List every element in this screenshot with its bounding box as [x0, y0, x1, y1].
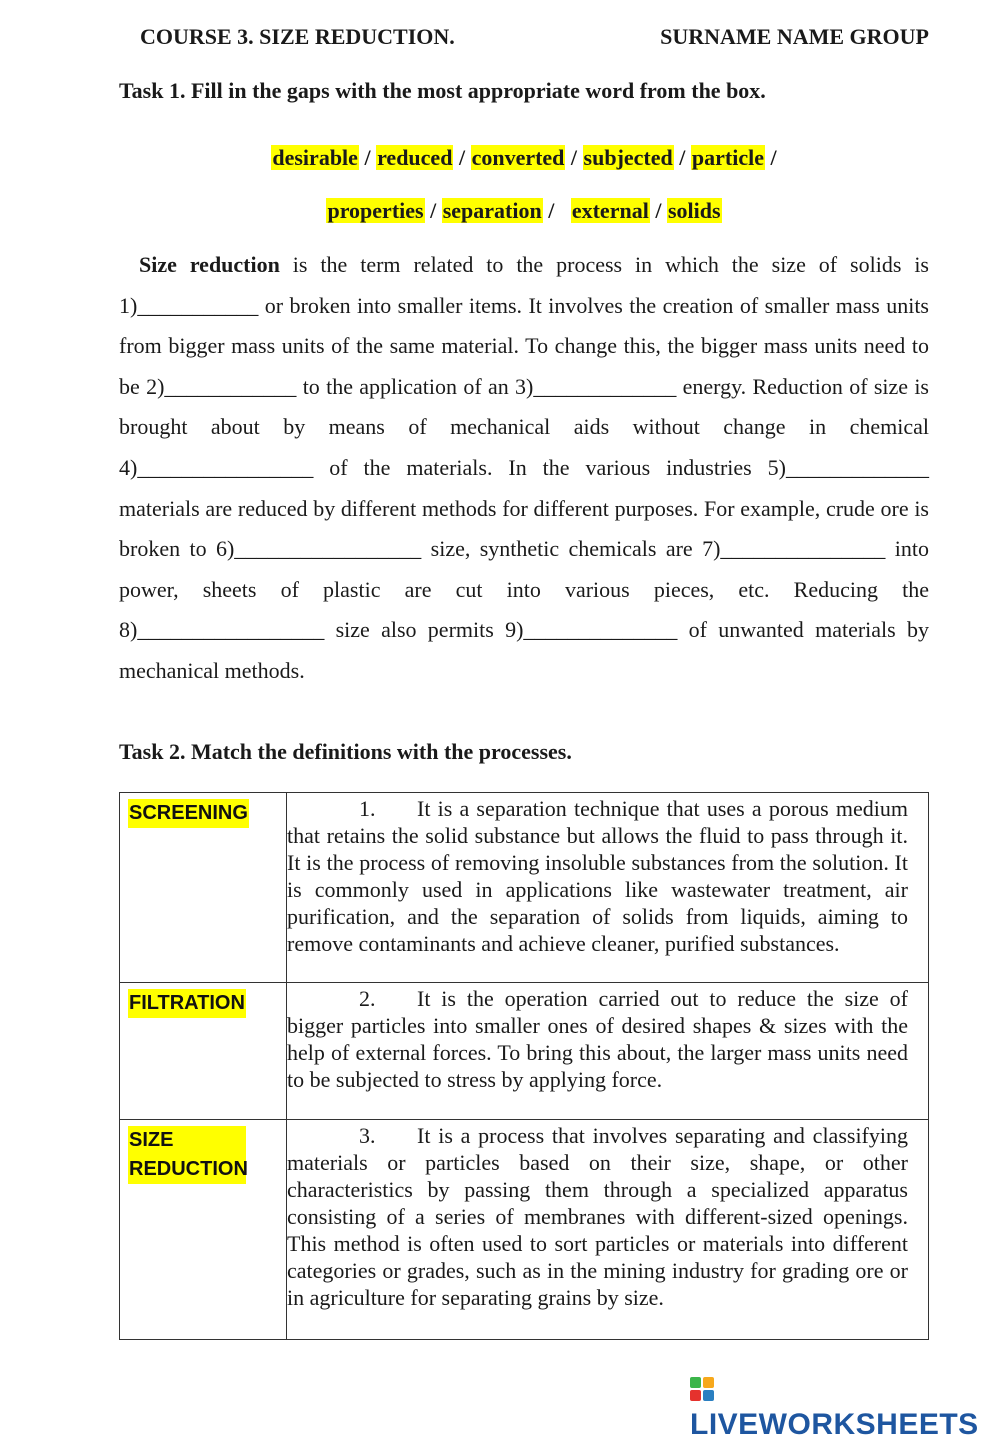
- definition-text: It is a process that involves separating and classifying materials or particles based on their size, shape, or other characteristics by passing them through a specialized apparatus consisting of a series of membranes with different-sized openings. This method is often used to sort particles or materials into different categories or grades, such as in the mining industry for grading ore or in agriculture for separating grains by size.: [287, 1123, 908, 1310]
- word-separator: /: [655, 198, 662, 223]
- matching-table: [119, 792, 929, 1340]
- table-row: [120, 1120, 929, 1340]
- process-label: FILTRATION: [128, 989, 246, 1018]
- word-option: particle: [691, 145, 764, 170]
- process-label: SIZE REDUCTION: [128, 1126, 246, 1184]
- word-separator: /: [770, 145, 777, 170]
- word-separator: /: [548, 198, 555, 223]
- definition-number: 3.: [359, 1123, 376, 1148]
- word-separator: /: [458, 145, 466, 170]
- logo-text: LIVEWORKSHEETS: [690, 1408, 979, 1441]
- word-box-line-1: [119, 145, 929, 171]
- liveworksheets-logo[interactable]: [690, 1374, 1000, 1441]
- word-separator: /: [570, 145, 578, 170]
- liveworksheets-logo-icon: [690, 1377, 716, 1403]
- definition-text: It is a separation technique that uses a porous medium that retains the solid substance but allows the fluid to pass through it. It is the process of removing insoluble substances from the solution. It is commonly used in applications like wastewater treatment, air purification, and the separation of solids from liquids, aiming to remove contaminants and achieve cleaner, purified substances.: [287, 796, 908, 956]
- word-option: subjected: [583, 145, 673, 170]
- word-option: external: [571, 198, 649, 223]
- word-option: solids: [667, 198, 721, 223]
- process-cell: [120, 1120, 287, 1340]
- word-separator: /: [430, 198, 437, 223]
- word-separator: /: [364, 145, 371, 170]
- process-label: SCREENING: [128, 799, 249, 828]
- definition-text: It is the operation carried out to reduce the size of bigger particles into smaller ones of desired shapes & sizes with the help of external forces. To bring this about, the larger mass units need to be subjected to stress by applying force.: [287, 986, 908, 1092]
- task2-title: Task 2. Match the definitions with the processes.: [119, 739, 572, 764]
- process-cell: [120, 793, 287, 983]
- table-row: [120, 793, 929, 983]
- course-title: COURSE 3. SIZE REDUCTION.: [140, 24, 455, 49]
- word-option: properties: [327, 198, 424, 223]
- definition-cell: [287, 1120, 929, 1340]
- word-option: converted: [471, 145, 565, 170]
- task1-title: Task 1. Fill in the gaps with the most appropriate word from the box.: [119, 78, 766, 103]
- word-box-line-2: [119, 198, 929, 224]
- word-option: reduced: [377, 145, 453, 170]
- process-cell: [120, 983, 287, 1120]
- definition-number: 1.: [359, 796, 376, 821]
- student-info-label: SURNAME NAME GROUP: [660, 24, 929, 49]
- table-row: [120, 983, 929, 1120]
- word-option: desirable: [272, 145, 358, 170]
- page-header: [140, 24, 929, 54]
- word-separator: /: [679, 145, 686, 170]
- definition-cell: [287, 983, 929, 1120]
- word-option: separation: [442, 198, 542, 223]
- bold-term: Size reduction: [139, 252, 280, 277]
- paragraph-text: is the term related to the process in which the size of solids is 1)___________ or broken into smaller items. It involves the creation of smaller mass units from bigger mass units of the same material. To change this, the bigger mass units need to be 2)____________ to the application of an 3)_____________ energy. Reduction of size is brought about by means of mechanical aids without change in chemical 4)________________ of the materials. In the various industries 5)_____________ materials are reduced by different methods for different purposes. For example, crude ore is broken to 6)_________________ size, synthetic chemicals are 7)_______________ into power, sheets of plastic are cut into various pieces, etc. Reducing the 8)_________________ size also permits 9)______________ of unwanted materials by mechanical methods.: [119, 252, 929, 683]
- definition-number: 2.: [359, 986, 376, 1011]
- gap-fill-paragraph: [119, 245, 929, 692]
- definition-cell: [287, 793, 929, 983]
